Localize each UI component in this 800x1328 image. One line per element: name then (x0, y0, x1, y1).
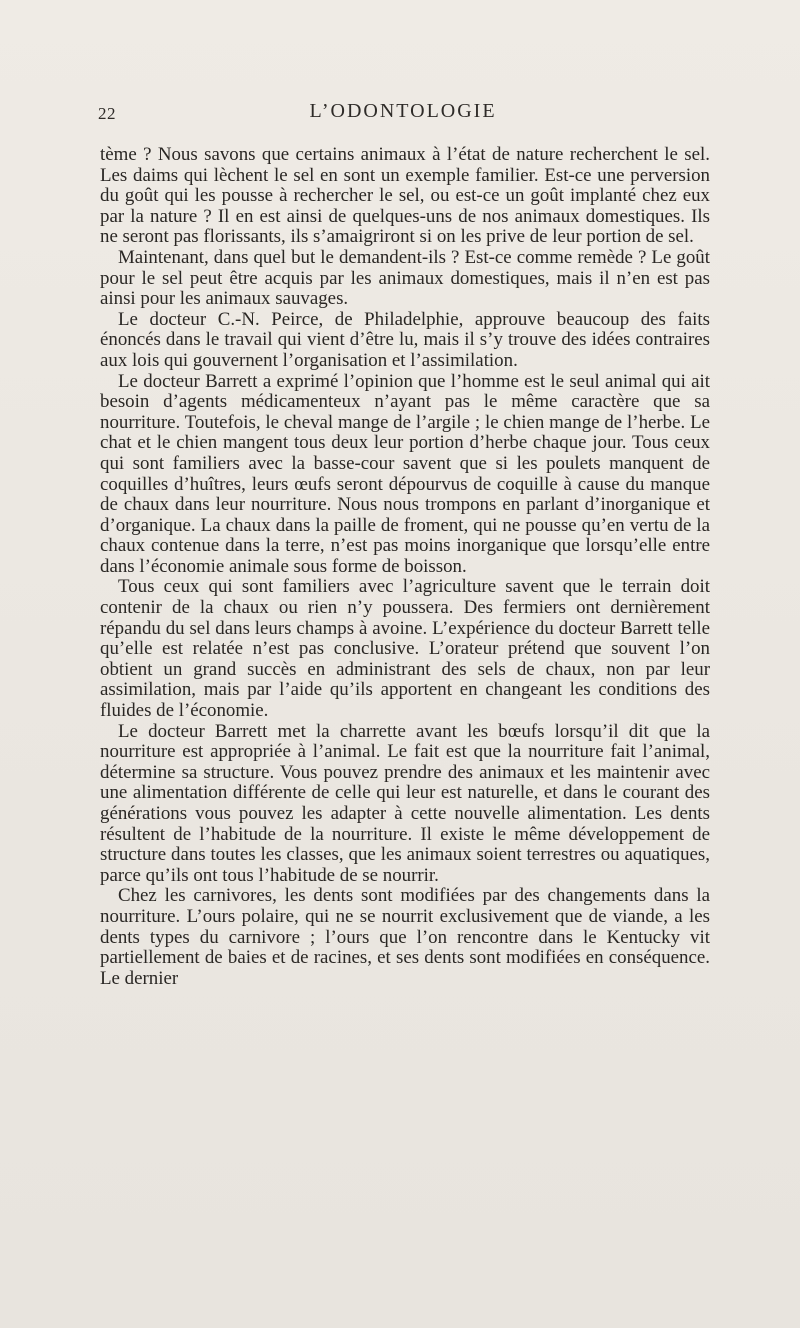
body-text (100, 145, 710, 989)
paragraph: Le docteur Barrett met la charrette avant les bœufs lorsqu’il dit que la nourriture est appropriée à l’animal. Le fait est que la nourriture fait l’animal, détermine sa structure. Vous pouvez prendre des animaux et les maintenir avec une alimentation différente de celle qui leur est naturelle, et dans le courant des générations vous pouvez les adapter à cette nouvelle alimentation. Les dents résultent de l’habitude de la nourriture. Il existe le même développement de structure dans toutes les classes, que les animaux soient terrestres ou aquatiques, parce qu’ils ont tous l’habitude de se nourrir. (100, 720, 710, 886)
paragraph: Chez les carnivores, les dents sont modifiées par des changements dans la nourriture. L’ours polaire, qui ne se nourrit exclusivement que de viande, a les dents types du carnivore ; l’ours que l’on rencontre dans le Kentucky vit partiellement de baies et de racines, et ses dents sont modifiées en conséquence. Le dernier (100, 885, 710, 989)
paragraph: Tous ceux qui sont familiers avec l’agriculture savent que le terrain doit contenir de la chaux ou rien n’y poussera. Des fermiers ont dernièrement répandu du sel dans leurs champs à avoine. L’expérience du docteur Barrett telle qu’elle est relatée n’est pas conclusive. L’orateur prétend que souvent l’on obtient un grand succès en administrant des sels de chaux, non par leur assimilation, mais par l’aide qu’ils apportent en changeant les conditions des fluides de l’économie. (100, 576, 710, 722)
page-number: 22 (98, 104, 116, 123)
running-head (98, 100, 708, 126)
paragraph: Maintenant, dans quel but le demandent-ils ? Est-ce comme remède ? Le goût pour le sel peut être acquis par les animaux domestiques, mais il n’en est pas ainsi pour les animaux sauvages. (100, 246, 710, 310)
paragraph: Le docteur C.-N. Peirce, de Philadelphie, approuve beaucoup des faits énoncés dans le travail qui vient d’être lu, mais il s’y trouve des idées contraires aux lois qui gouvernent l’organisation et l’assimilation. (100, 308, 710, 371)
paragraph: tème ? Nous savons que certains animaux à l’état de nature recherchent le sel. Les daims qui lèchent le sel en sont un exemple familier. Est-ce une perversion du goût qui les pousse à rechercher le sel, ou est-ce un goût implanté chez eux par la nature ? Il en est ainsi de quelques-uns de nos animaux domestiques. Ils ne seront pas florissants, ils s’amaigriront si on les prive de leur portion de sel. (100, 144, 710, 248)
paragraph: Le docteur Barrett a exprimé l’opinion que l’homme est le seul animal qui ait besoin d’agents médicamenteux n’ayant pas le même caractère que sa nourriture. Toutefois, le cheval mange de l’argile ; le chien mange de l’herbe. Le chat et le chien mangent tous deux leur portion d’herbe chaque jour. Tous ceux qui sont familiers avec la basse-cour savent que si les poulets manquent de coquilles d’huîtres, leurs œufs seront dépourvus de coquille à cause du manque de chaux dans leur nourriture. Nous nous trompons en parlant d’inorganique et d’organique. La chaux dans la paille de froment, qui ne pousse qu’en vertu de la chaux contenue dans la terre, n’est pas moins inorganique que lorsqu’elle entre dans l’économie animale sous forme de boisson. (100, 370, 710, 577)
journal-title: L’ODONTOLOGIE (309, 100, 497, 122)
